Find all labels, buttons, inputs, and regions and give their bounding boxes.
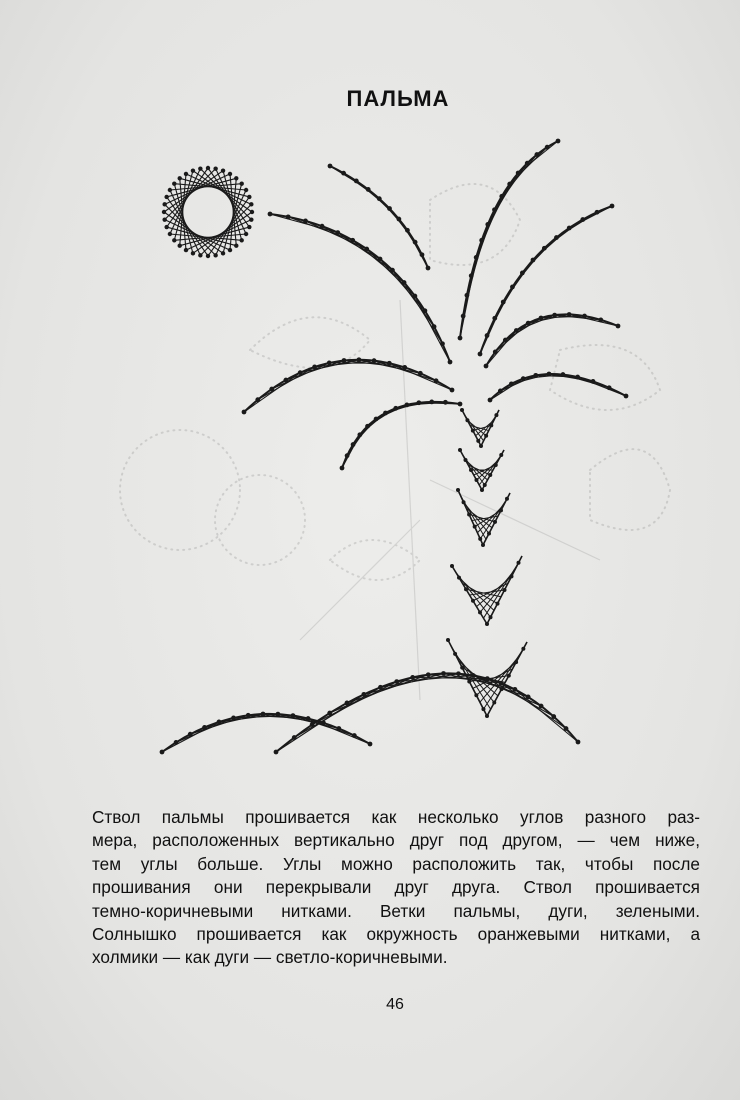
trunk-angle	[460, 408, 499, 448]
frond-arc	[268, 212, 453, 365]
hills-arcs	[160, 671, 581, 754]
frond-arc	[478, 204, 615, 357]
hill-arc	[160, 712, 373, 755]
frond-arc	[484, 312, 621, 368]
hill-arc	[274, 671, 581, 754]
text-line: тем углы больше. Углы можно расположить так, чтобы после	[92, 853, 700, 874]
frond-arc	[242, 357, 455, 414]
page-title: ПАЛЬМА	[346, 86, 450, 111]
frond-arc	[328, 164, 431, 271]
text-line: холмики — как дуги — светло-коричневыми.	[92, 947, 448, 968]
trunk-angle	[458, 448, 504, 492]
sun-circle-figure	[162, 166, 254, 258]
frond-arc	[488, 372, 629, 403]
frond-arc	[458, 139, 561, 341]
text-line: мера, расположенных вертикально друг под другом, — чем ниже,	[92, 830, 700, 851]
text-line: темно-коричневыми нитками. Ветки пальмы, дуги, зелеными.	[92, 900, 700, 921]
text-line: прошивания они перекрывали друг друга. Ствол прошивается	[92, 877, 700, 898]
trunk-angle	[456, 488, 510, 547]
page-number: 46	[386, 996, 404, 1013]
palm-fronds	[242, 139, 629, 471]
text-line: Солнышко прошивается как окружность оранжевыми нитками, а	[92, 924, 700, 945]
frond-arc	[340, 399, 463, 470]
description-paragraph	[92, 806, 700, 970]
trunk-angle	[450, 556, 522, 626]
text-line: Ствол пальмы прошивается как несколько углов разного раз-	[92, 807, 700, 827]
